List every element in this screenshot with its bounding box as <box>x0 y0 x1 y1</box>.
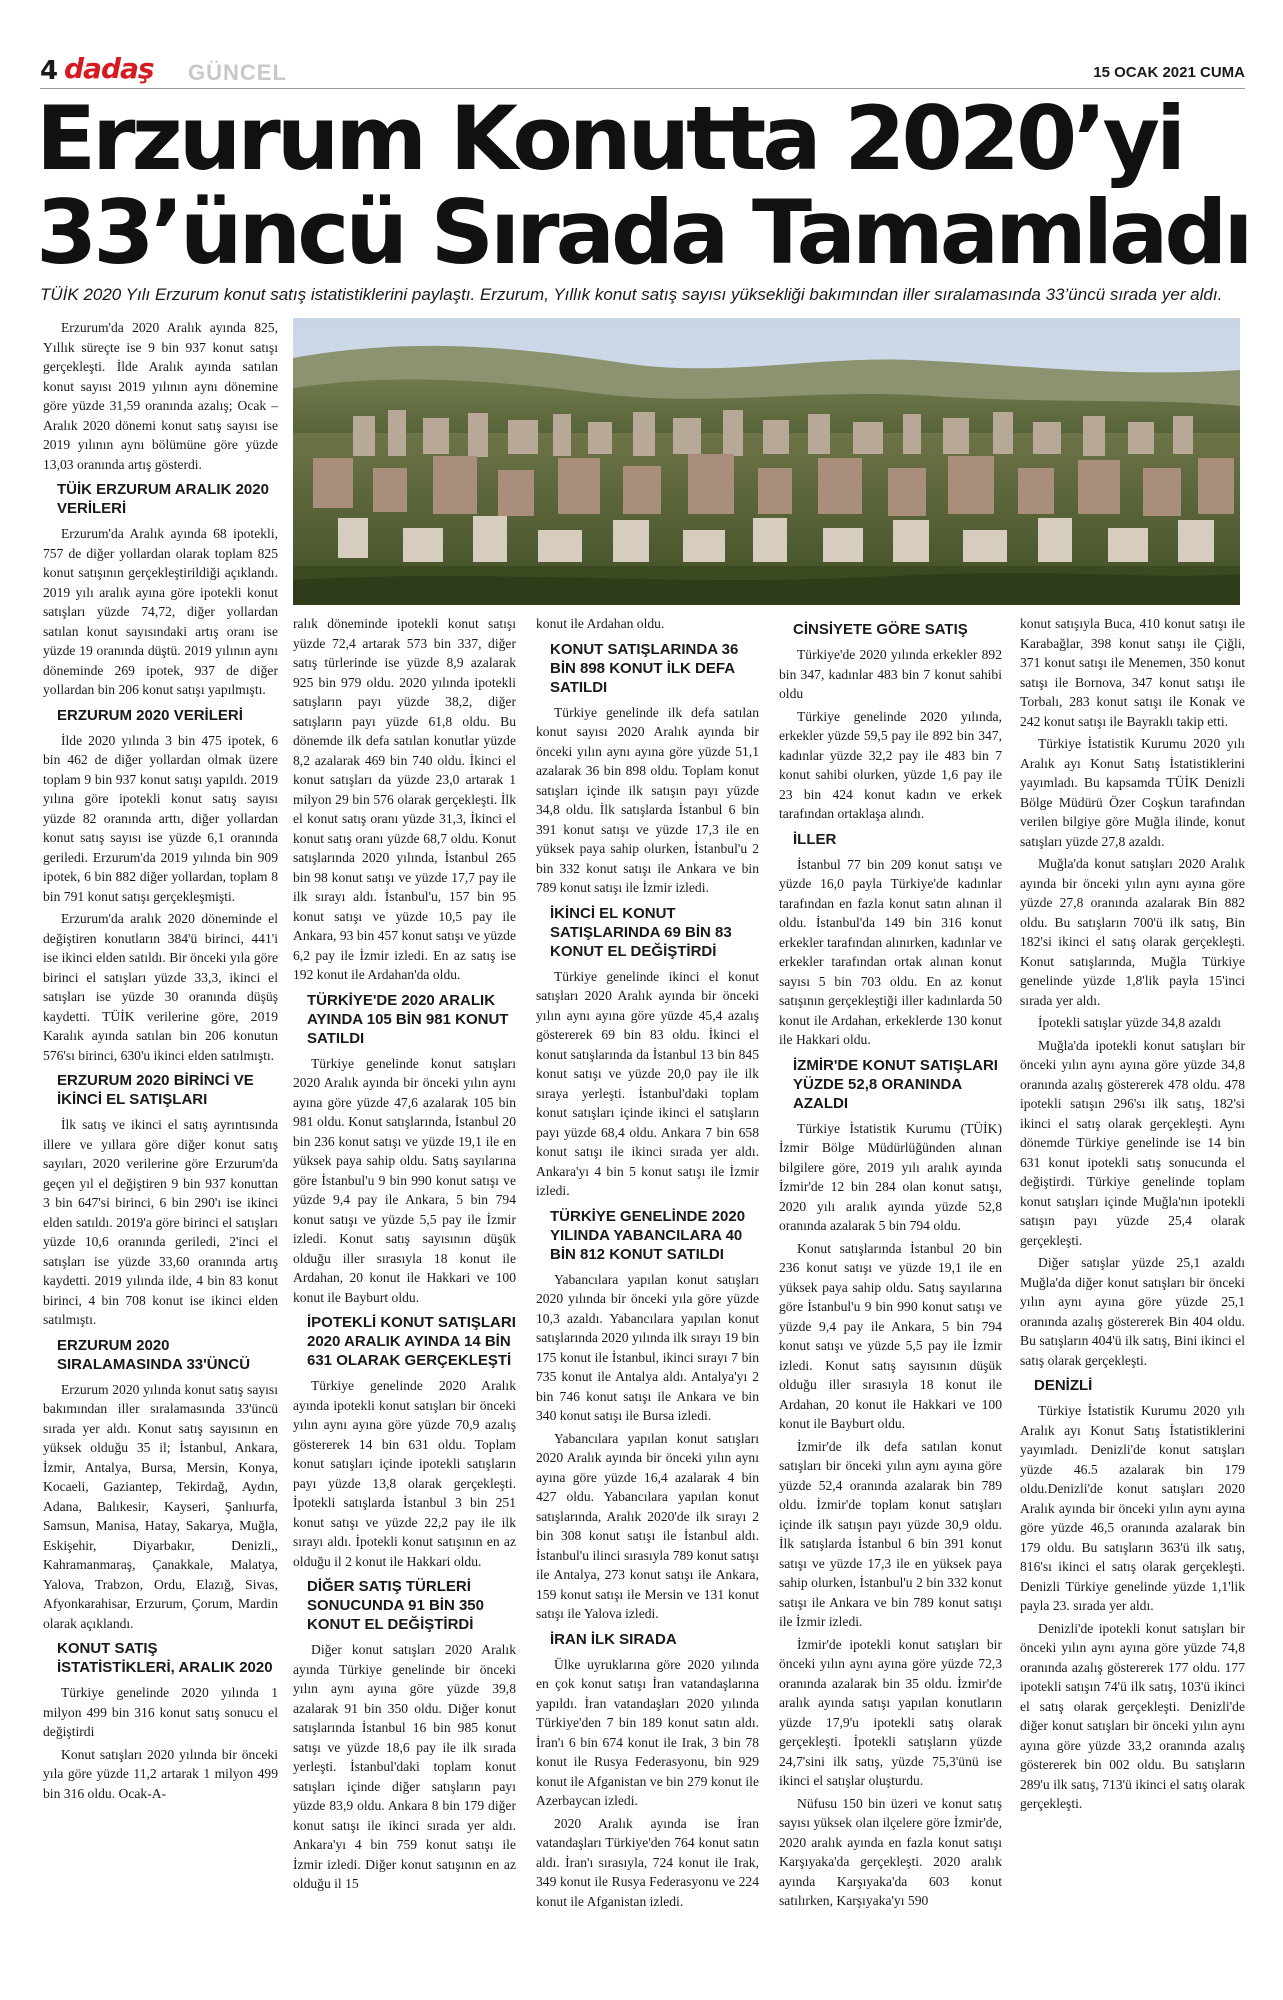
headline <box>36 87 1251 284</box>
subheading: İZMİR'DE KONUT SATIŞLARI YÜZDE 52,8 ORANINDA AZALDI <box>793 1056 998 1112</box>
paragraph: Türkiye'de 2020 yılında erkekler 892 bin 347, kadınlar 483 bin 7 konut sahibi oldu <box>779 647 1002 701</box>
paragraph: Diğer konut satışları 2020 Aralık ayında Türkiye genelinde bir önceki yılın aynı ayına göre yüzde 39,8 azalarak 91 bin 350 oldu. Diğer konut satışlarında İstanbul 16 bin 985 konut satışı ve yüzde 18,6 pay ile ilk sırada yerleşti. İstanbul'daki toplam konut satışları içinde diğer satışların payı yüzde 83,9 oldu. Ankara 8 bin 179 diğer konut satışı ile ikinci sırada yer aldı. Ankara'yı 4 bin 759 konut satışı ile İzmir izledi. Diğer konut satışının en az olduğu il 15 <box>293 1642 516 1891</box>
paragraph: İzmir'de ilk defa satılan konut satışları bir önceki yılın aynı ayına göre yüzde 52,4 oranında azalarak bin 789 oldu. İzmir'de toplam konut satışları içinde ilk satışın payı yüzde 30,9 oldu. İlk satışlarda İstanbul 6 bin 391 konut satışı ve yüzde 17,3 ile en yüksek paya sahip olurken, İstanbul'u 2 bin 332 konut satışı ile Ankara ve bin 789 konut satışı ile İzmir izledi. <box>779 1438 1002 1629</box>
newspaper-logo: dadaş <box>64 52 154 85</box>
paragraph: Yabancılara yapılan konut satışları 2020 yılında bir önceki yıla göre yüzde 10,3 azaldı. Yabancılara yapılan konut satışlarında 2020 yılında ilk sırayı 19 bin 175 konut ile İstanbul, ikinci sırayı 7 bin 735 konut ile Antalya aldı. Antalya'yı 2 bin 746 konut satışı ile Ankara ve bin 340 konut satışı ile Bursa izledi. <box>536 1271 759 1423</box>
paragraph: İpotekli satışlar yüzde 34,8 azaldı <box>1038 1015 1222 1030</box>
paragraph: konut satışıyla Buca, 410 konut satışı ile Karabağlar, 398 konut satışı ile Çiğli, 371 konut satışı ile Menemen, 350 konut satışı ile Bornova, 347 konut satışı ile Torbalı, 283 konut satışı ile Konak ve 242 konut satışı ile Bayraklı takip etti. <box>1020 616 1245 729</box>
subheading: İLLER <box>793 830 837 848</box>
subheading: TÜİK ERZURUM ARALIK 2020 VERİLERİ <box>57 481 269 517</box>
page-header <box>40 54 1245 89</box>
subheading: ERZURUM 2020 VERİLERİ <box>57 706 243 724</box>
article-column-1 <box>43 318 278 1988</box>
subheading: DİĞER SATIŞ TÜRLERİ SONUCUNDA 91 BİN 350 KONUT EL DEĞİŞTİRDİ <box>307 1578 484 1633</box>
headline-line-2: 33’üncü Sırada Tamamladı <box>36 181 1250 284</box>
paragraph: Türkiye genelinde 2020 yılında 1 milyon 499 bin 316 konut satış sonucu el değiştirdi <box>43 1685 278 1739</box>
issue-date: 15 OCAK 2021 CUMA <box>1093 64 1245 81</box>
paragraph: Erzurum'da aralık 2020 döneminde el değiştiren konutların 384'ü birinci, 441'i ise ikinci elden satıldı. Bir önceki yıla göre birinci el satışları yüzde 33,3, ikinci el satışları ise yüzde 30 oranında düşüş kaydetti. TÜİK verilerine göre, 2019 Karalık ayında satılan bin 206 konutun 576'sı birinci, 630'u ikinci elden satılmıştı. <box>43 911 278 1063</box>
paragraph: 2020 Aralık ayında ise İran vatandaşları Türkiye'den 764 konut satın aldı. İran'ı sırasıyla, 724 konut ile Irak, 349 konut ile Rusya Federasyonu ve 224 konut ile Afganistan izledi. <box>536 1815 759 1909</box>
subheading: ERZURUM 2020 BİRİNCİ VE İKİNCİ EL SATIŞLARI <box>57 1072 254 1108</box>
paragraph: Erzurum 2020 yılında konut satış sayısı bakımından iller sıralamasında 33'üncü sırada yer aldı. Konut satış sayısının en yüksek olduğu 35 il; İstanbul, Ankara, İzmir, Antalya, Bursa, Mersin, Konya, Kocaeli, Gaziantep, Tekirdağ, Aydın, Adana, Balıkesir, Kayseri, Şanlıurfa, Samsun, Manisa, Hatay, Sakarya, Muğla, Eskişehir, Diyarbakır, Denizli,, Kahramanmaraş, Çanakkale, Malatya, Yalova, Trabzon, Ordu, Elazığ, Sivas, Afyonkarahisar, Erzurum, Çorum, Mardin olarak açıklandı. <box>43 1381 278 1631</box>
subheading: TÜRKİYE GENELİNDE 2020 YILINDA YABANCILARA 40 BİN 812 KONUT SATILDI <box>550 1207 746 1263</box>
subheading: İRAN İLK SIRADA <box>550 1630 677 1648</box>
section-name: GÜNCEL <box>188 60 287 85</box>
paragraph: Muğla'da konut satışları 2020 Aralık ayında bir önceki yılın aynı ayına göre yüzde 27,8 oranında azalarak Bin 882 oldu. Bu satışların 700'ü ilk satış, Bin 182'si ikinci el satış olarak gerçekleşti. Konut satışlarında, Muğla Türkiye genelinde yüzde 1,8'lik payla 15'inci sırada yer aldı. <box>1020 856 1245 1008</box>
article-column-3 <box>536 614 759 1988</box>
subheading: CİNSİYETE GÖRE SATIŞ <box>793 621 968 638</box>
subheading: DENİZLİ <box>1034 1377 1093 1394</box>
paragraph: Erzurum'da 2020 Aralık ayında 825, Yıllık süreçte ise 9 bin 937 konut satışı gerçekleşti. İlde Aralık ayında satılan konut sayısı 2019 yılının aynı dönemine göre yüzde 31,59 oranında azalış; Ocak – Aralık 2020 dönemi konut satış sayısı ise 2019 yılının aynı bölümüne göre yüzde 13,03 oranında artış gösterdi. <box>43 320 278 472</box>
subheading: KONUT SATIŞLARINDA 36 BİN 898 KONUT İLK DEFA SATILDI <box>550 640 739 696</box>
paragraph: Türkiye genelinde 2020 Aralık ayında ipotekli konut satışları bir önceki yılın aynı ayına göre yüzde 70,9 azalış göstererek 14 bin 631 oldu. Toplam konut satışları içinde ipotekli satışların payı yüzde 13,8 olarak gerçekleşti. İpotekli satışlarda İstanbul 3 bin 251 konut satışı ve yüzde 22,2 pay ile ilk sırayı aldı. İpotekli konut satışının en az olduğu il 2 konut ile Hakkari oldu. <box>293 1378 516 1569</box>
paragraph: Türkiye İstatistik Kurumu 2020 yılı Aralık ayı Konut Satış İstatistiklerini yayımladı. Denizli'de konut satışları yüzde 46.5 azalarak bin 179 oldu.Denizli'de konut satışları 2020 Aralık ayında bir önceki yılın aynı ayına göre yüzde 46,5 oranında azalarak bin 179 oldu. Bu satışların 363'ü ilk satış, 816'sı ikinci el satış olarak gerçekleşti. Denizli Türkiye genelinde yüzde 1,1'lik payla 23. sırada yer aldı. <box>1020 1403 1245 1613</box>
paragraph: İzmir'de ipotekli konut satışları bir önceki yılın aynı ayına göre yüzde 72,3 oranında azalarak bin 35 oldu. İzmir'de aralık ayında satışı yapılan konutların yüzde 17,9'u ipotekli satış olarak gerçekleşti. İpotekli satışların yüzde 24,7'sini ilk satış, yüzde 75,3'ünü ise ikinci el satışlar oluşturdu. <box>779 1636 1002 1788</box>
article-column-4 <box>779 614 1002 1988</box>
subheading: ERZURUM 2020 SIRALAMASINDA 33'ÜNCÜ <box>57 1336 251 1373</box>
article-column-5 <box>1020 614 1245 1988</box>
subheading: KONUT SATIŞ İSTATİSTİKLERİ, ARALIK 2020 <box>57 1640 273 1676</box>
paragraph: konut ile Ardahan oldu. <box>536 616 665 631</box>
subheading: İPOTEKLİ KONUT SATIŞLARI 2020 ARALIK AYINDA 14 BİN 631 OLARAK GERÇEKLEŞTİ <box>307 1314 516 1369</box>
paragraph: Konut satışlarında İstanbul 20 bin 236 konut satışı ve yüzde 19,1 ile en yüksek paya sahip oldu. Satış sayılarına göre İstanbul'u 9 bin 990 konut satışı ve yüzde 9,4 pay ile Ankara, 5 bin 794 konut satışı ve yüzde 5,5 pay ile İzmir izledi. Konut satış sayısının düşük olduğu iller sırasıyla 18 konut ile Ardahan, 20 konut ile Hakkari ve 100 konut ile Bayburt oldu. <box>779 1240 1002 1431</box>
page-number: 4 <box>40 56 59 86</box>
paragraph: Ülke uyruklarına göre 2020 yılında en çok konut satışı İran vatandaşlarına yapıldı. İran vatandaşları 2020 yılında Türkiye'den 7 bin 189 konut satın aldı. İran'ı 6 bin 674 konut ile Irak, 3 bin 78 konut ile Rusya Federasyonu, bin 929 konut ile Afganistan ve bin 279 konut ile Azerbaycan izledi. <box>536 1656 759 1808</box>
paragraph: İstanbul 77 bin 209 konut satışı ve yüzde 16,0 payla Türkiye'de kadınlar tarafından en fazla konut satın alınan il oldu. İstanbul'da 149 bin 316 konut erkekler tarafından alınırken, kadınlar ve erkekler tarafından ortak alınan konut sayısı 5 bin 703 oldu. En az konut satışının gerçekleştiği iller kadınlarda 50 konut ile Ardahan, erkeklerde 130 konut ile Hakkari oldu. <box>779 856 1002 1047</box>
paragraph: Türkiye genelinde ilk defa satılan konut sayısı 2020 Aralık ayında bir önceki yılın aynı ayına göre yüzde 51,1 azalarak 36 bin 898 oldu. Toplam konut satışları içinde ilk satışın payı yüzde 34,8 oldu. İlk satışlarda İstanbul 6 bin 391 konut satışı ve yüzde 17,3 ile en yüksek paya sahip olurken, İstanbul'u 2 bin 332 konut satışı ile Ankara ve bin 789 konut satışı ile İzmir izledi. <box>536 704 759 895</box>
paragraph: Denizli'de ipotekli konut satışları bir önceki yılın aynı ayına göre yüzde 74,8 oranında azalış göstererek 177 oldu. 177 ipotekli satışın 74'ü ilk satış, 103'ü ikinci el satış olarak gerçekleşti. Denizli'de diğer konut satışları bir önceki yılın aynı ayına göre yüzde 33,2 oranında azalış göstererek bin 002 oldu. Bu satışların 289'u ilk satış, 713'ü ikinci el satış olarak gerçekleşti. <box>1020 1620 1245 1811</box>
paragraph: Diğer satışlar yüzde 25,1 azaldı Muğla'da diğer konut satışları bir önceki yılın aynı ayına göre yüzde 25,1 oranında azalış göstererek Bin 404 oldu. Bu satışların 404'ü ilk satış, Bini ikinci el satış olarak gerçekleşti. <box>1020 1255 1245 1368</box>
subheading: İKİNCİ EL KONUT SATIŞLARINDA 69 BİN 83 KONUT EL DEĞİŞTİRDİ <box>550 904 732 960</box>
headline-line-1: Erzurum Konutta 2020’yi <box>36 87 1183 190</box>
paragraph: Türkiye genelinde konut satışları 2020 Aralık ayında bir önceki yılın aynı ayına göre yüzde 47,6 azalarak 105 bin 981 oldu. Konut satışlarında, İstanbul 20 bin 236 konut satışı ve yüzde 19,1 ile en yüksek paya sahip oldu. Satış sayılarına göre İstanbul'u 9 bin 990 konut satışı ve yüzde 9,4 pay ile Ankara, 5 bin 794 konut satışı ve yüzde 5,5 pay ile İzmir izledi. Konut satış sayısının düşük olduğu iller sırasıyla 18 konut ile Ardahan, 20 konut ile Hakkari ve 100 konut ile Bayburt oldu. <box>293 1055 516 1305</box>
paragraph: Türkiye İstatistik Kurumu 2020 yılı Aralık ayı Konut Satış İstatistiklerini yayımladı. Bu kapsamda TÜİK Denizli Bölge Müdürü Özer Coşkun tarafından verilen bilgiye göre Muğla ilinde, konut satışları yüzde 27,8 azaldı. <box>1020 736 1245 849</box>
paragraph: Yabancılara yapılan konut satışları 2020 Aralık ayında bir önceki yılın aynı ayına göre yüzde 16,4 azalarak 4 bin 427 oldu. Yabancılara yapılan konut satışlarında, Aralık 2020'de ilk sırayı 2 bin 308 konut satışı ile İstanbul aldı. İstanbul'u ilinci sırasıyla 789 konut satışı ile Antalya, 273 konut satışı ile Ankara, 159 konut satışı ile Mersin ve 131 konut satışı ile Yalova izledi. <box>536 1430 759 1621</box>
spot-text: TÜİK 2020 Yılı Erzurum konut satış istatistiklerini paylaştı. Erzurum, Yıllık konut satış sayısı yüksekliği bakımından iller sıralamasında 33’üncü sırada yer aldı. <box>40 285 1223 304</box>
paragraph: Muğla'da ipotekli konut satışları bir önceki yılın aynı ayına göre yüzde 34,8 oranında azalış göstererek 478 oldu. 478 ipotekli satışın 296'sı ilk satış, 182'si ikinci el satış olarak gerçekleşti. Aynı dönemde Türkiye genelinde ise 14 bin 631 konut ipotekli satış sonucunda el değiştirdi. Türkiye genelinde toplam konut satışları içinde Muğla'nın ipotekli satışın payı yüzde 25,4 olarak gerçekleşti. <box>1020 1037 1245 1248</box>
article-column-2 <box>293 614 516 1988</box>
subheading: TÜRKİYE'DE 2020 ARALIK AYINDA 105 BİN 981 KONUT SATILDI <box>307 991 509 1047</box>
paragraph: Konut satışları 2020 yılında bir önceki yıla göre yüzde 11,2 artarak 1 milyon 499 bin 316 oldu. Ocak-A- <box>43 1746 278 1801</box>
paragraph: Türkiye genelinde 2020 yılında, erkekler yüzde 59,5 pay ile 892 bin 347, kadınlar yüzde 32,2 pay ile 483 bin 7 konut sahibi olurken, yüzde 1,6 pay ile 23 bin 424 konut kadın ve erkek tarafından ortaklaşa alındı. <box>779 708 1002 821</box>
paragraph: Türkiye İstatistik Kurumu (TÜİK) İzmir Bölge Müdürlüğünden alınan bilgilere göre, 2019 yılı aralık ayında İzmir'de 12 bin 284 olan konut satışı, 2020 yılı aralık ayında yüzde 52,8 oranında azalarak 5 bin 794 oldu. <box>779 1120 1002 1233</box>
paragraph: Türkiye genelinde ikinci el konut satışları 2020 Aralık ayında bir önceki yılın aynı ayına göre yüzde 45,4 azalış göstererek 69 bin 83 oldu. İkinci el konut satışlarında da İstanbul 13 bin 845 konut satışı ve yüzde 20,0 pay ile ilk sıraya yerleşti. İstanbul'daki toplam konut satışları içinde ikinci el satışların payı yüzde 68,4 oldu. Ankara 7 bin 658 konut satışı ile ikinci sırada yer aldı. Ankara'yı 4 bin 5 konut satışı ile İzmir izledi. <box>536 968 759 1198</box>
paragraph: İlk satış ve ikinci el satış ayrıntısında illere ve yıllara göre diğer konut satış sayıları, 2020 verilerine göre Erzurum'da geçen yıl el değiştiren 9 bin 937 konuttan 3 bin 647'si birinci, 6 bin 290'ı ise ikinci elden satıldı. 2019'a göre birinci el satışları yüzde 10,6 oranında geriledi, 2'inci el satışları ise yüzde 33,60 oranında artış kaydetti. 2019 yılında ilde, 4 bin 83 konut birinci, 4 bin 708 konut ise ikinci elden satılmıştı. <box>43 1117 278 1327</box>
paragraph: İlde 2020 yılında 3 bin 475 ipotek, 6 bin 462 de diğer yollardan olmak üzere toplam 9 bin 937 konut satışı yapıldı. 2019 yılına göre ipotekli konut satış sayısı yüzde 82 oranında arttı, diğer yollardan konut satış sayısı ise yüzde 6,1 oranında geriledi. Erzurum'da 2019 yılında bin 909 ipotek, 6 bin 882 diğer yollardan, toplam 8 bin 791 konut satışı gerçekleşmişti. <box>43 732 278 904</box>
paragraph: Nüfusu 150 bin üzeri ve konut satış sayısı yüksek olan ilçelere göre İzmir'de, 2020 aralık ayında en fazla konut satışı Karşıyaka'da gerçekleşti. 2020 aralık ayında Karşıyaka'da 603 konut satılırken, Karşıyaka'yı 590 <box>779 1795 1002 1908</box>
paragraph: ralık döneminde ipotekli konut satışı yüzde 72,4 artarak 573 bin 337, diğer satış türlerinde ise yüzde 8,9 azalarak 925 bin 979 oldu. 2020 yılında ipotekli satışların payı yüzde 38,2, diğer satışların payı yüzde 61,8 oldu. Bu dönemde ilk defa satılan konutlar yüzde 8,2 azalarak 469 bin 740 oldu. İkinci el konut satışları da yüzde 23,0 artarak 1 milyon 29 bin 576 olarak gerçekleşti. İlk el konut satış oranı yüzde 31,3, İkinci el konut satış oranı yüzde 68,7 oldu. Konut satışlarında 2020 yılında, İstanbul 265 bin 98 konut satışı ve yüzde 17,7 pay ile ilk sırayı aldı. İstanbul'u, 157 bin 95 konut satışı ve yüzde 10,5 pay ile Ankara, 93 bin 457 konut satışı ve yüzde 6,2 pay ile İzmir izledi. En az satış ise 192 konut ile Ardahan'da oldu. <box>293 616 516 982</box>
paragraph: Erzurum'da Aralık ayında 68 ipotekli, 757 de diğer yollardan olarak toplam 825 konut satışının gerçekleştirildiği açıklandı. 2019 yılı aralık ayına göre ipotekli konut satışları yüzde 74,72, diğer yollardan satılan konut sayısındaki artış oranı ise yüzde 19 oranında düştü. 2019 yılının aynı döneminde 269 ipotek, 937 de diğer yollardan bin 206 konut satışı yapılmıştı. <box>43 526 278 697</box>
city-panorama-photo <box>293 318 1240 605</box>
